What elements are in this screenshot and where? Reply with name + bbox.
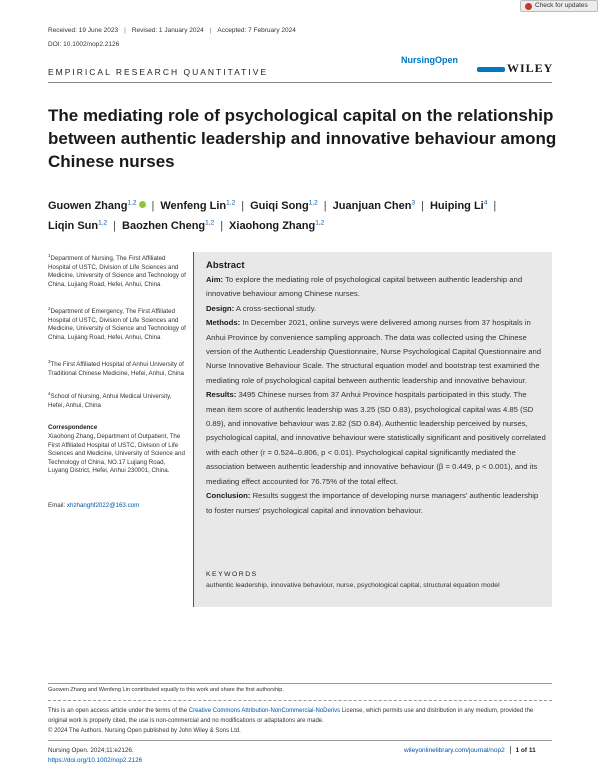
doi-link[interactable]: https://doi.org/10.1002/nop2.2126 bbox=[48, 757, 143, 764]
abstract-body bbox=[206, 273, 546, 518]
footer-divider bbox=[48, 740, 552, 741]
correspondence-email: Email: xhzhanghf2022@163.com bbox=[48, 502, 140, 509]
abstract-methods: Methods: In December 2021, online surveys were delivered among nurses from 37 hospitals in Anhui Province by convenience sampling approach. The data was collected using the Chinese version of the Authentic Leadership Questionnaire, Nurse Psychological Capital Questionnaire and Nurse Innovative Behaviour Scale. The structural equation model and bootstrap test examined the mediating role of psychological capital between authentic leadership and innovative behaviour. bbox=[206, 318, 542, 385]
affiliation: $^1$Department of Nursing, The First Affiliated Hospital of USTC, Division of Life Sciences and Medicine, University of Science and Technology of China, Lujiang Road, Hefei, Anhui, China bbox=[48, 253, 186, 288]
correspondence-address: Xiaohong Zhang, Department of Outpatient, The First Affiliated Hospital of USTC, Division of Life Sciences and Medicine, University of Science and Technology of China, NO.17 Lujiang Road, Luyang District, Hefei, Anhui 230001, China. bbox=[48, 433, 185, 475]
abstract-aim: Aim: To explore the mediating role of psychological capital between authentic leadership and innovative behaviour among Chinese nurses. bbox=[206, 275, 523, 299]
footer-separator bbox=[510, 746, 511, 754]
check-for-updates-label: Check for updates bbox=[535, 2, 588, 9]
correspondence-heading: Correspondence bbox=[48, 424, 98, 431]
author-name[interactable]: Juanjuan Chen$^3$ bbox=[332, 199, 416, 212]
equal-contribution-note: Guowen Zhang and Wenfeng Lin contributed equally to this work and share the first authorship. bbox=[48, 687, 284, 693]
meta-separator: | bbox=[124, 27, 126, 34]
page-number: 1 of 11 bbox=[515, 746, 536, 754]
copyright-line: © 2024 The Authors. Nursing Open published by John Wiley & Sons Ltd. bbox=[48, 728, 241, 734]
received-date: Received: 19 June 2023 bbox=[48, 27, 119, 34]
license-divider bbox=[48, 700, 552, 701]
license-link[interactable]: Creative Commons Attribution-NonCommercial-NoDerivs bbox=[188, 708, 341, 714]
abstract-heading: Abstract bbox=[206, 260, 245, 271]
article-history bbox=[48, 27, 296, 34]
author-name[interactable]: Huiping Li$^4$ bbox=[429, 199, 488, 212]
email-link[interactable]: xhzhanghf2022@163.com bbox=[66, 502, 140, 509]
author-name[interactable]: Wenfeng Lin$^{1,2}$ bbox=[160, 199, 236, 212]
check-for-updates-button[interactable] bbox=[520, 0, 598, 12]
header-divider bbox=[48, 82, 552, 83]
footnote-divider bbox=[48, 683, 552, 684]
open-access-badge bbox=[477, 67, 505, 72]
affiliation: $^2$Department of Emergency, The First Affiliated Hospital of USTC, Division of Life Sciences and Medicine, University of Science and Technology of China, Lujiang Road, Hefei, Anhui, China bbox=[48, 306, 186, 341]
author-name[interactable]: Baozhen Cheng$^{1,2}$ bbox=[122, 219, 215, 233]
publisher-logo: WILEY bbox=[507, 61, 554, 75]
journal-brand[interactable] bbox=[401, 55, 553, 77]
citation-block bbox=[48, 746, 142, 766]
accepted-date: Accepted: 7 February 2024 bbox=[217, 27, 296, 34]
journal-site-link[interactable]: wileyonlinelibrary.com/journal/nop2 bbox=[404, 746, 505, 754]
author-name[interactable]: Guiqi Song$^{1,2}$ bbox=[250, 199, 318, 212]
journal-logo: NursingOpen bbox=[401, 55, 459, 65]
abstract-results: Results: 3495 Chinese nurses from 37 Anhui Province hospitals participated in this study. The mean item score of authentic leadership was 3.25 (SD 0.83), psychological capital was 4.85 (SD 0.89), and innovative behaviour was 2.82 (SD 0.84). Authentic leadership perceived by nurses, psychological capital, and innovative behaviour were statistically significant and positively correlated with each other (r = 0.524–0.806, p < 0.01). Psychological capital significantly mediated the association between authentic leadership and innovative behaviour (β = 0.449, p < 0.001), and its mediating effect accounted for 76.75% of the total effect. bbox=[206, 390, 546, 486]
article-type-label: EMPIRICAL RESEARCH QUANTITATIVE bbox=[48, 67, 269, 77]
license-statement: This is an open access article under the terms of the Creative Commons Attribution-NonCommercial-NoDerivs License, which permits use and distribution in any medium, provided the original work is properly cited, the use is non-commercial and no modifications or adaptations are made. © 2024 The Authors. Nursing Open published by John Wiley & Sons Ltd. bbox=[48, 708, 534, 734]
revised-date: Revised: 1 January 2024 bbox=[131, 27, 204, 34]
author-name[interactable]: Xiaohong Zhang$^{1,2}$ bbox=[229, 219, 325, 233]
keywords-heading: KEYWORDS bbox=[206, 571, 258, 578]
author-list: Guowen Zhang$^{1,2}$ | Wenfeng Lin$^{1,2}$ | Guiqi Song$^{1,2}$ | Juanjuan Chen$^3$ | Huiping Li$^4$ | Liqin Sun$^{1,2}$ | Baozhen Cheng$^{1,2}$ | Xiaohong Zhang$^{1,2}$ bbox=[48, 199, 497, 233]
orcid-icon[interactable] bbox=[139, 201, 146, 208]
abstract-conclusion: Conclusion: Results suggest the importance of developing nurse managers' authentic leadership to foster nurses' psychological capital and innovation behaviour. bbox=[206, 491, 539, 515]
affiliation: $^4$School of Nursing, Anhui Medical University, Hefei, Anhui, China bbox=[48, 391, 172, 409]
author-name[interactable]: Guowen Zhang$^{1,2}$ bbox=[48, 199, 137, 212]
affiliation: $^3$The First Affiliated Hospital of Anhui University of Traditional Chinese Medicine, Hefei, Anhui, China bbox=[48, 359, 184, 377]
abstract-design: Design: A cross-sectional study. bbox=[206, 303, 317, 313]
author-name[interactable]: Liqin Sun$^{1,2}$ bbox=[48, 219, 108, 233]
meta-separator: | bbox=[209, 27, 212, 34]
keywords-list: authentic leadership, innovative behaviour, nurse, psychological capital, structural equation model bbox=[206, 582, 500, 589]
journal-citation: Nursing Open. 2024;11:e2126. bbox=[48, 747, 134, 754]
article-title: The mediating role of psychological capital on the relationship between authentic leadership and innovative behaviour among Chinese nurses bbox=[48, 106, 557, 171]
page-info bbox=[404, 746, 536, 754]
article-doi: DOI: 10.1002/nop2.2126 bbox=[48, 41, 120, 48]
check-updates-icon bbox=[525, 3, 532, 10]
